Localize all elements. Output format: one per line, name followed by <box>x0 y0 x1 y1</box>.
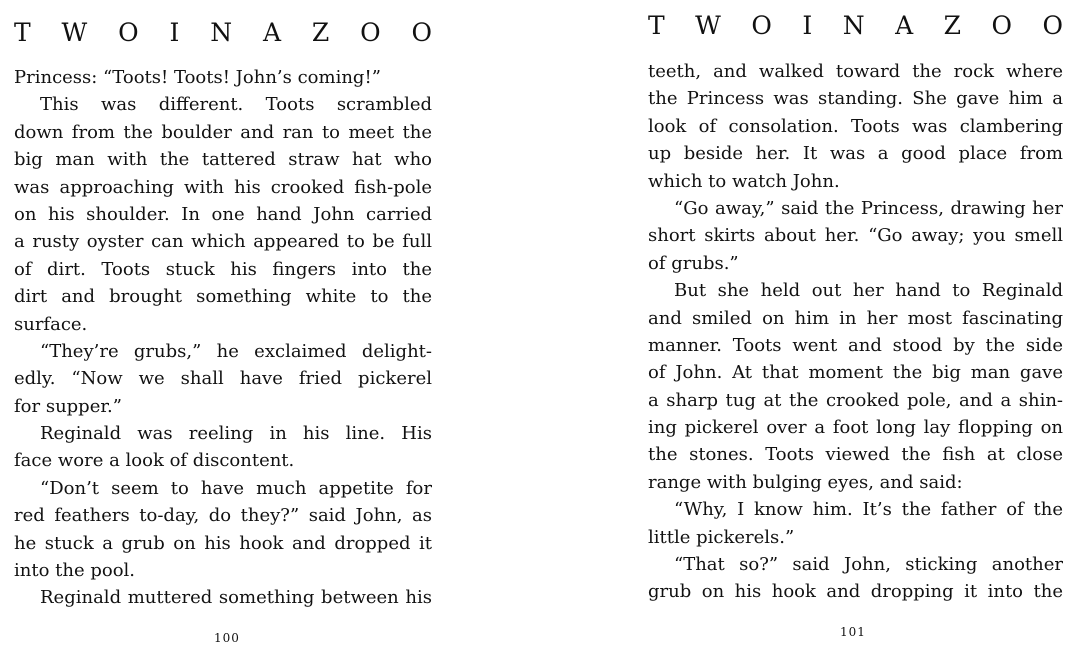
text-line: of grubs.” <box>648 252 739 274</box>
running-head: T W O I N A Z O O <box>14 18 432 47</box>
text-line: Reginald was reeling in his line. His <box>40 423 432 445</box>
text-line: the Princess was standing. She gave him a <box>648 88 1063 110</box>
text-line: “Don’t seem to have much appetite for <box>40 477 432 499</box>
text-line: a rusty oyster can which appeared to be full <box>14 231 432 253</box>
text-line: This was different. Toots scrambled <box>40 94 432 116</box>
text-line: dirt and brought something white to the <box>14 286 432 308</box>
text-line: red feathers to-day, do they?” said John, as <box>14 505 432 527</box>
page-number: 101 <box>840 625 866 639</box>
text-line: grub on his hook and dropping it into the <box>648 581 1063 603</box>
text-line: surface. <box>14 313 88 335</box>
text-line: short skirts about her. “Go away; you smell <box>648 225 1063 247</box>
text-line: But she held out her hand to Reginald <box>674 280 1063 302</box>
text-line: edly. “Now we shall have fried pickerel <box>14 368 432 390</box>
running-head: T W O I N A Z O O <box>648 11 1063 40</box>
text-line: of dirt. Toots stuck his fingers into the <box>14 258 432 280</box>
text-line: teeth, and walked toward the rock where <box>648 61 1063 82</box>
text-line: the stones. Toots viewed the fish at close <box>648 444 1063 466</box>
text-line: was approaching with his crooked fish-pole <box>14 176 432 198</box>
text-line: “They’re grubs,” he exclaimed delight- <box>40 340 432 362</box>
text-line: range with bulging eyes, and said: <box>648 471 963 493</box>
text-line: manner. Toots went and stood by the side <box>648 334 1063 356</box>
page-text <box>648 58 1063 606</box>
text-line: Reginald muttered something between his <box>40 587 432 609</box>
text-line: “Go away,” said the Princess, drawing her <box>674 197 1063 219</box>
text-line: he stuck a grub on his hook and dropped it <box>14 532 432 554</box>
text-line: little pickerels.” <box>648 526 795 548</box>
text-line: ing pickerel over a foot long lay flopping on <box>648 417 1063 439</box>
text-line: on his shoulder. In one hand John carried <box>14 203 432 225</box>
text-line: “Why, I know him. It’s the father of the <box>674 499 1063 521</box>
text-line: and smiled on him in her most fascinating <box>648 307 1063 329</box>
text-line: for supper.” <box>14 395 122 417</box>
text-line: of John. At that moment the big man gave <box>648 362 1063 384</box>
text-line: Princess: “Toots! Toots! John’s coming!” <box>14 67 381 88</box>
page-number: 100 <box>214 631 240 645</box>
text-line: into the pool. <box>14 560 136 582</box>
text-line: “That so?” said John, sticking another <box>674 554 1063 576</box>
book-gutter <box>520 0 566 654</box>
text-line: down from the boulder and ran to meet the <box>14 121 432 143</box>
page-text <box>14 64 432 612</box>
text-line: a sharp tug at the crooked pole, and a shin- <box>648 389 1063 411</box>
text-line: face wore a look of discontent. <box>14 450 295 472</box>
text-line: look of consolation. Toots was clambering <box>648 115 1063 137</box>
text-line: which to watch John. <box>648 170 840 192</box>
text-line: big man with the tattered straw hat who <box>14 149 432 171</box>
text-line: up beside her. It was a good place from <box>648 143 1063 165</box>
